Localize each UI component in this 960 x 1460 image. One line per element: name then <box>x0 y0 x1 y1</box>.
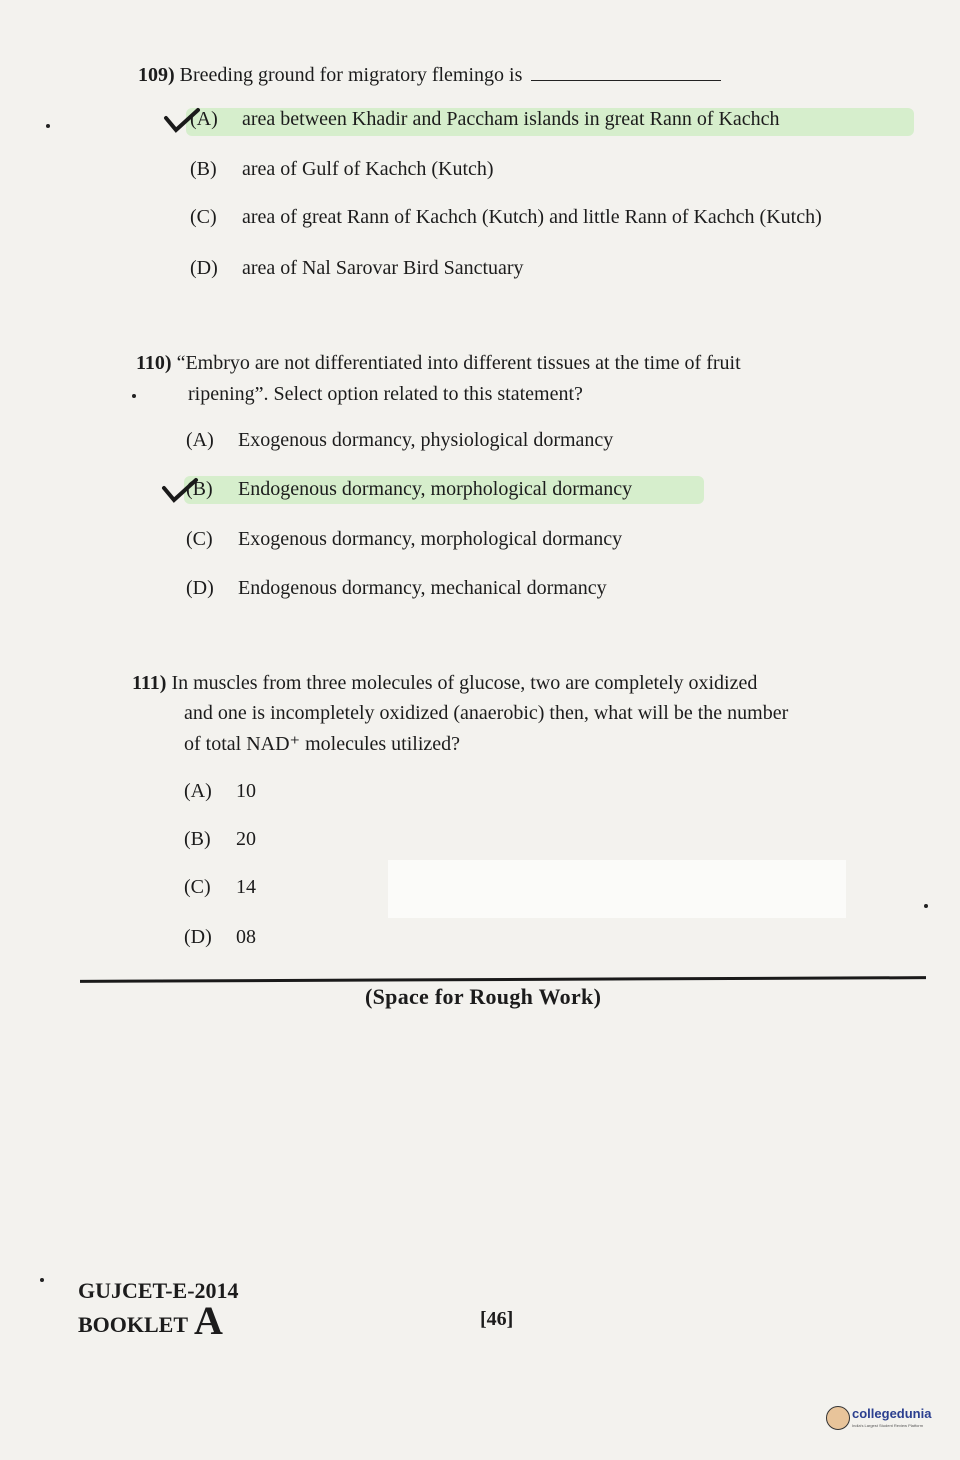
scan-speck <box>924 904 928 908</box>
question-text: ripening”. Select option related to this statement? <box>188 383 583 405</box>
option-text: 08 <box>236 926 256 948</box>
booklet-id <box>78 1298 239 1343</box>
option-109-a <box>190 108 780 131</box>
question-number: 110) <box>136 352 172 374</box>
option-text: 14 <box>236 876 256 898</box>
option-text: Endogenous dormancy, morphological dormancy <box>238 478 633 500</box>
divider <box>80 976 926 983</box>
option-110-d <box>186 577 607 600</box>
booklet-label: BOOKLET <box>78 1312 189 1337</box>
collegedunia-logo <box>826 1404 936 1434</box>
question-text: of total NAD⁺ molecules utilized? <box>184 733 461 755</box>
logo-tagline: India's Largest Student Review Platform <box>852 1423 924 1428</box>
option-label: (A) <box>184 780 212 802</box>
option-label: (A) <box>186 429 214 451</box>
option-label: (C) <box>190 206 217 228</box>
question-109-stem <box>138 62 721 87</box>
redaction-box <box>388 860 846 918</box>
scan-speck <box>40 1278 44 1282</box>
option-111-a <box>184 780 256 803</box>
mascot-icon <box>826 1406 850 1430</box>
option-text: area of Gulf of Kachch (Kutch) <box>242 158 494 180</box>
booklet-letter: A <box>194 1298 223 1343</box>
option-label: (B) <box>184 828 211 850</box>
exam-code: GUJCET-E-2014 <box>78 1278 239 1303</box>
rough-work-heading: (Space for Rough Work) <box>365 984 602 1009</box>
logo-brand: collegedunia <box>852 1406 932 1421</box>
option-111-d <box>184 926 256 949</box>
option-label: (B) <box>186 478 213 500</box>
question-text: Breeding ground for migratory flemingo is <box>179 64 523 86</box>
answer-blank <box>531 62 721 81</box>
question-111-stem-line-2 <box>184 702 788 725</box>
option-label: (B) <box>190 158 217 180</box>
option-text: area between Khadir and Paccham islands in great Rann of Kachch <box>242 108 780 130</box>
question-text: and one is incompletely oxidized (anaerobic) then, what will be the number <box>184 702 789 724</box>
option-text: area of Nal Sarovar Bird Sanctuary <box>242 257 524 279</box>
option-110-b <box>186 478 632 501</box>
question-text: In muscles from three molecules of glucose, two are completely oxidized <box>171 672 758 694</box>
option-label: (D) <box>186 577 214 599</box>
question-text: “Embryo are not differentiated into different tissues at the time of fruit <box>176 352 741 374</box>
option-text: Exogenous dormancy, morphological dormancy <box>238 528 623 550</box>
question-111-stem-line-1 <box>132 672 757 695</box>
question-110-stem-line-1 <box>136 352 741 375</box>
option-text: 10 <box>236 780 256 802</box>
option-label: (D) <box>190 257 218 279</box>
option-110-c <box>186 528 622 551</box>
option-label: (D) <box>184 926 212 948</box>
question-number: 109) <box>138 64 175 86</box>
option-text: area of great Rann of Kachch (Kutch) and little Rann of Kachch (Kutch) <box>242 206 822 228</box>
option-109-d <box>190 257 524 280</box>
option-109-c <box>190 206 822 229</box>
question-number: 111) <box>132 672 167 694</box>
exam-code-block <box>78 1276 239 1343</box>
option-label: (A) <box>190 108 218 130</box>
option-label: (C) <box>186 528 213 550</box>
question-111-stem-line-3 <box>184 731 460 756</box>
page-number: [46] <box>480 1308 514 1330</box>
option-text: Exogenous dormancy, physiological dormancy <box>238 429 614 451</box>
question-110-stem-line-2 <box>188 383 583 406</box>
option-111-c <box>184 876 256 899</box>
option-text: Endogenous dormancy, mechanical dormancy <box>238 577 607 599</box>
option-label: (C) <box>184 876 211 898</box>
option-text: 20 <box>236 828 256 850</box>
option-109-b <box>190 158 494 181</box>
option-110-a <box>186 429 613 452</box>
scan-speck <box>46 124 50 128</box>
option-111-b <box>184 828 256 851</box>
scan-speck <box>132 394 136 398</box>
